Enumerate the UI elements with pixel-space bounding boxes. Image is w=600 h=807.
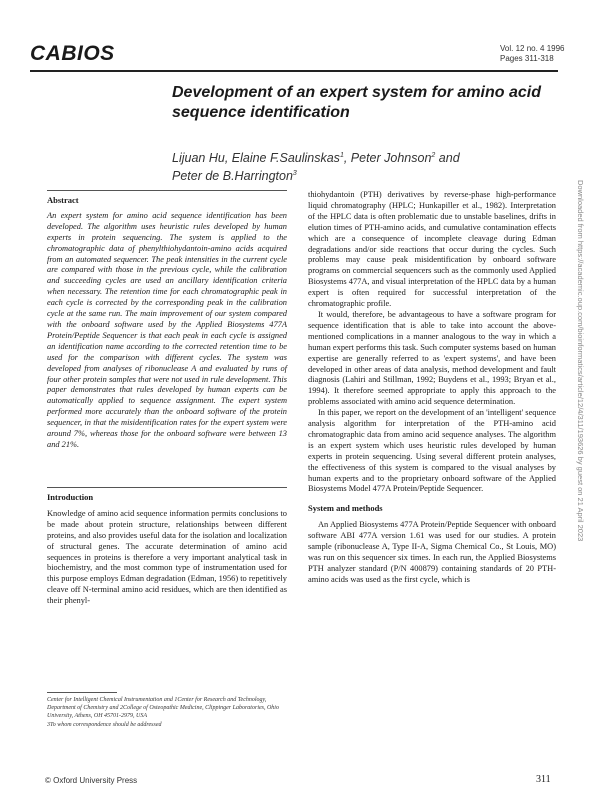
author-text: Peter de B.Harrington: [172, 169, 293, 184]
footnote-rule: [47, 692, 117, 693]
publisher-footer: © Oxford University Press: [45, 776, 138, 785]
author-sup: 1: [339, 152, 344, 159]
footnotes: [47, 697, 287, 732]
author-list: [172, 148, 522, 184]
download-sidebar: [575, 180, 587, 650]
right-column: [308, 190, 556, 586]
correspondence-footnote: 3To whom correspondence should be addressed: [47, 722, 162, 729]
article-title: Development of an expert system for amino acid sequence identification: [172, 84, 541, 121]
volume-line: Vol. 12 no. 4 1996: [500, 44, 565, 53]
author-text: and: [435, 151, 460, 166]
author-text: Lijuan Hu, Elaine F.Saulinskas: [172, 151, 340, 166]
page-number: 311: [536, 774, 551, 785]
author-sup: 2: [431, 152, 436, 159]
body-paragraph: An Applied Biosystems 477A Protein/Peptide Sequencer with onboard software ABI 477A version 1.61 was used for our studies. A protein sample (ribonuclease A, Type II-A, Sigma Chemical Co., St Louis, MO) was run on this sequencer six times. In each run, the Applied Biosystems PTH analyzer standard (P/N 400879) containing standards of 20 PTH-amino acids was used as the first cycle, which is: [308, 520, 556, 584]
body-paragraph: It would, therefore, be advantageous to have a software program for sequence identification that is able to take into account the above-mentioned complications in a manner analogous to the way in which a human expert performs this task. Such computer systems based on human expertise are generally referred to as 'expert systems', and have been developed in other areas of data analysis, method development and fault diagnosis (Lahiri and Stillman, 1992; Buydens et al., 1993; Bryan et al., 1994). It therefore seemed appropriate to apply this approach to the problems associated with amino acid sequence determination.: [308, 309, 556, 407]
author-sup: 3: [292, 170, 297, 178]
issue-info: [500, 44, 565, 64]
abstract-text: An expert system for amino acid sequence identification has been developed. The algorithm uses heuristic rules developed by human experts in protein sequencing. The system is applied to the chromatographic data of phenylthiohydantoin-amino acids acquired from an automated sequencer. The peak intensities in the current cycle are compared with those in the previous cycle, while the calibration and succeeding cycles are used an ancillary identification criteria when necessary. The retention time for each chromatographic peak in each cycle is corrected by the corresponding peak in the calibration cycle at the same run. The main improvement of our system compared with the onboard software used by the Applied Biosystems 477A Protein/Peptide Sequencer is that each peak in each cycle is assigned an identification name according to the corrected retention time to be used for the comparison with different cycles. The system was developed from analyses of ribonuclease A and evaluated by runs of four other protein samples that were not used in rule development. This paper demonstrates that rules developed by human experts can be automatically applied to sequence assignment. The expert system performed more accurately than the onboard software of the protein sequencer, in that the misidentification rates for the expert system were around 7%, whereas those for the onboard software were between 13 and 21%.: [47, 210, 287, 449]
introduction-section: [47, 492, 287, 607]
methods-heading: System and methods: [308, 503, 383, 514]
body-paragraph: thiohydantoin (PTH) derivatives by reverse-phase high-performance liquid chromatography (HPLC; Hunkapiller et al., 1982). Interpretation of the HPLC data is often problematic due to unstable baselines, drifts in elution times of PTH-amino acids, and cumulative contamination effects which are a consequence of incomplete cleavage during Edman degradations and/or side reactions that occur during the cycles. Such problems may cause peak misidentification by onboard software programs on commercial sequencers such as the commonly used Applied Biosystems 477A, and visual interpretation of the HPLC data by a human expert is often required for successful interpretation of the chromatographic profile.: [308, 190, 556, 309]
introduction-text: Knowledge of amino acid sequence information permits conclusions to be made about protein structure, relationships between different proteins, and also provides useful data for the isolation and localization of structural genes. The accurate determination of amino acid sequences in proteins is therefore a very important analytical task in biochemistry, and the most common type of instrumentation used for this purpose employs Edman degradation (Edman, 1956) to repetitively cleave off N-terminal amino acid residues, which are then identified as their phenyl-: [47, 508, 287, 606]
abstract-heading: Abstract: [47, 195, 79, 205]
author-text: , Peter Johnson: [343, 151, 432, 166]
journal-name: CABIOS: [30, 42, 115, 65]
abstract-section: [47, 190, 287, 488]
download-note[interactable]: Downloaded from https://academic.oup.com/bioinformatics/article/12/4/311/193626 by guest on 21 April 2023: [576, 180, 585, 542]
introduction-heading: Introduction: [47, 492, 94, 502]
pages-line: Pages 311-318: [500, 54, 554, 63]
affiliation-footnote: Center for Intelligent Chemical Instrumentation and 1Center for Research and Technology, Department of Chemistry and 2College of Osteopathic Medicine, Clippinger Laboratories, Ohio University, Athens, OH 45701-2979, USA: [47, 697, 279, 719]
header-rule: [30, 70, 558, 72]
body-paragraph: In this paper, we report on the development of an 'intelligent' sequence analysis algorithm for interpretation of the PTH-amino acid chromatographic data from amino acid sequence analyses. The algorithm is an expert system which uses heuristic rules developed by human experts in protein sequencing. Using several different protein analyses, the effectiveness of this system is compared to the visual analyses by human experts and to the proprietary onboard software of the Applied Biosystems Model 477A Protein/Peptide Sequencer.: [308, 408, 556, 494]
